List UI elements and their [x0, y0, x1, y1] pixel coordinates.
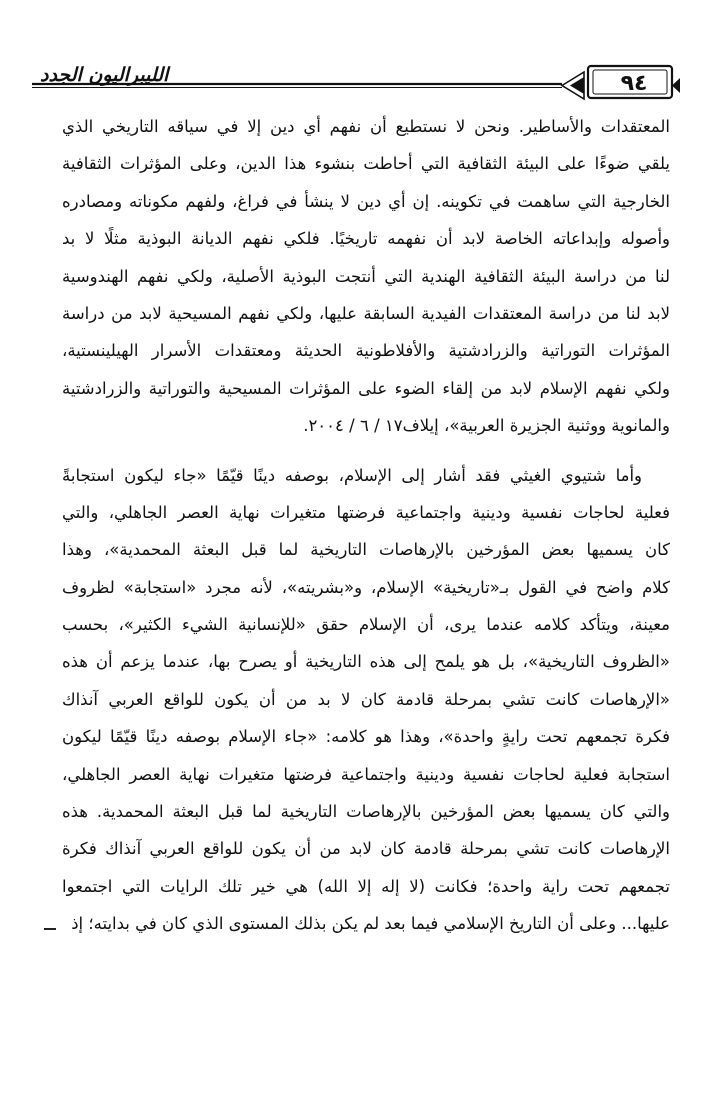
- text-line: كلام واضح في القول بـ«تاريخية» الإسلام، و«بشريته»، لأنه مجرد «استجابة» لظروف: [62, 577, 670, 597]
- paragraph-gap: [62, 445, 670, 457]
- text-line: «الإرهاصات كانت تشي بمرحلة قادمة كان لا بد من أن يكون للواقع العربي آنذاك: [62, 689, 670, 709]
- text-line: كان يسميها بعض المؤرخين بالإرهاصات التاريخية لما قبل البعثة المحمدية»، وهذا: [62, 540, 670, 560]
- text-line: ولكي نفهم الإسلام لابد من إلقاء الضوء على المؤثرات المسيحية والتوراتية والزرادشتية: [62, 378, 670, 398]
- text-line: استجابة فعلية لحاجات نفسية ودينية واجتماعية فرضتها متغيرات نهاية العصر الجاهلي،: [62, 764, 670, 784]
- text-line: «الظروف التاريخية»، بل هو يلمح إلى هذه التاريخية أو يصرح بها، عندما يزعم أن هذه: [62, 652, 670, 672]
- text-line: المؤثرات التوراتية والزرادشتية والأفلاطونية الحديثة ومعتقدات الأسرار الهيلينستية،: [62, 341, 670, 361]
- text-line: معينة، ويتأكد كلامه عندما يرى، أن الإسلام حقق «للإنسانية الشيء الكثير»، بحسب: [62, 615, 670, 635]
- page-number: ٩٤: [620, 71, 648, 96]
- text-line: لنا من دراسة البيئة الثقافية الهندية التي أنتجت البوذية الأصلية، ولكي نفهم الهندوسية: [62, 266, 670, 286]
- text-line: وأصوله وإبداعاته الخاصة لابد أن نفهمه تاريخيًا. فلكي نفهم الديانة البوذية مثلًا لا بد: [62, 229, 670, 249]
- running-title: الليبراليون الجدد: [40, 64, 169, 86]
- paragraph: [62, 108, 670, 445]
- text-line: الإرهاصات كانت تشي بمرحلة قادمة كان لابد من أن يكون للواقع العربي آنذاك فكرة: [62, 839, 670, 859]
- margin-dash: [44, 928, 56, 930]
- text-line: والمانوية ووثنية الجزيرة العربية»، إيلاف١٧ / ٦ / ٢٠٠٤.: [303, 416, 670, 436]
- text-line: الخارجية التي ساهمت في تكوينه. إن أي دين لا ينشأ في فراغ، ولفهم مكوناته ومصادره: [62, 191, 670, 211]
- page-header: [32, 58, 682, 102]
- text-line: تجمعهم تحت راية واحدة؛ فكانت (لا إله إلا الله) هي خير تلك الرايات التي اجتمعوا: [62, 876, 670, 896]
- text-line: والتي كان يسميها بعض المؤرخين بالإرهاصات التاريخية لما قبل البعثة المحمدية. هذه: [62, 802, 670, 822]
- body-text: [62, 108, 670, 943]
- text-line: وأما شتيوي الغيثي فقد أشار إلى الإسلام، بوصفه دينًا قيّمًا «جاء ليكون استجابةً: [62, 465, 642, 485]
- text-line: المعتقدات والأساطير. ونحن لا نستطيع أن نفهم أي دين إلا في سياقه التاريخي الذي: [62, 117, 670, 136]
- text-line: لابد لنا من دراسة المعتقدات الفيدية السابقة عليها، ولكي نفهم المسيحية لابد من دراسة: [62, 303, 670, 323]
- paragraph: [62, 457, 670, 943]
- text-line: فعلية لحاجات نفسية ودينية واجتماعية فرضتها متغيرات نهاية العصر الجاهلي، والتي: [62, 502, 670, 522]
- text-line: يلقي ضوءًا على البيئة الثقافية التي أحاطت بنشوء هذا الدين، وعلى المؤثرات الثقافية: [62, 154, 670, 174]
- text-line: فكرة تجمعهم تحت رايةٍ واحدة»، وهذا هو كلامه: «جاء الإسلام بوصفه دينًا قيّمًا ليكون: [62, 727, 670, 747]
- text-line: عليها... وعلى أن التاريخ الإسلامي فيما بعد لم يكن بذلك المستوى الذي كان في بدايته؛ إذ: [71, 914, 670, 934]
